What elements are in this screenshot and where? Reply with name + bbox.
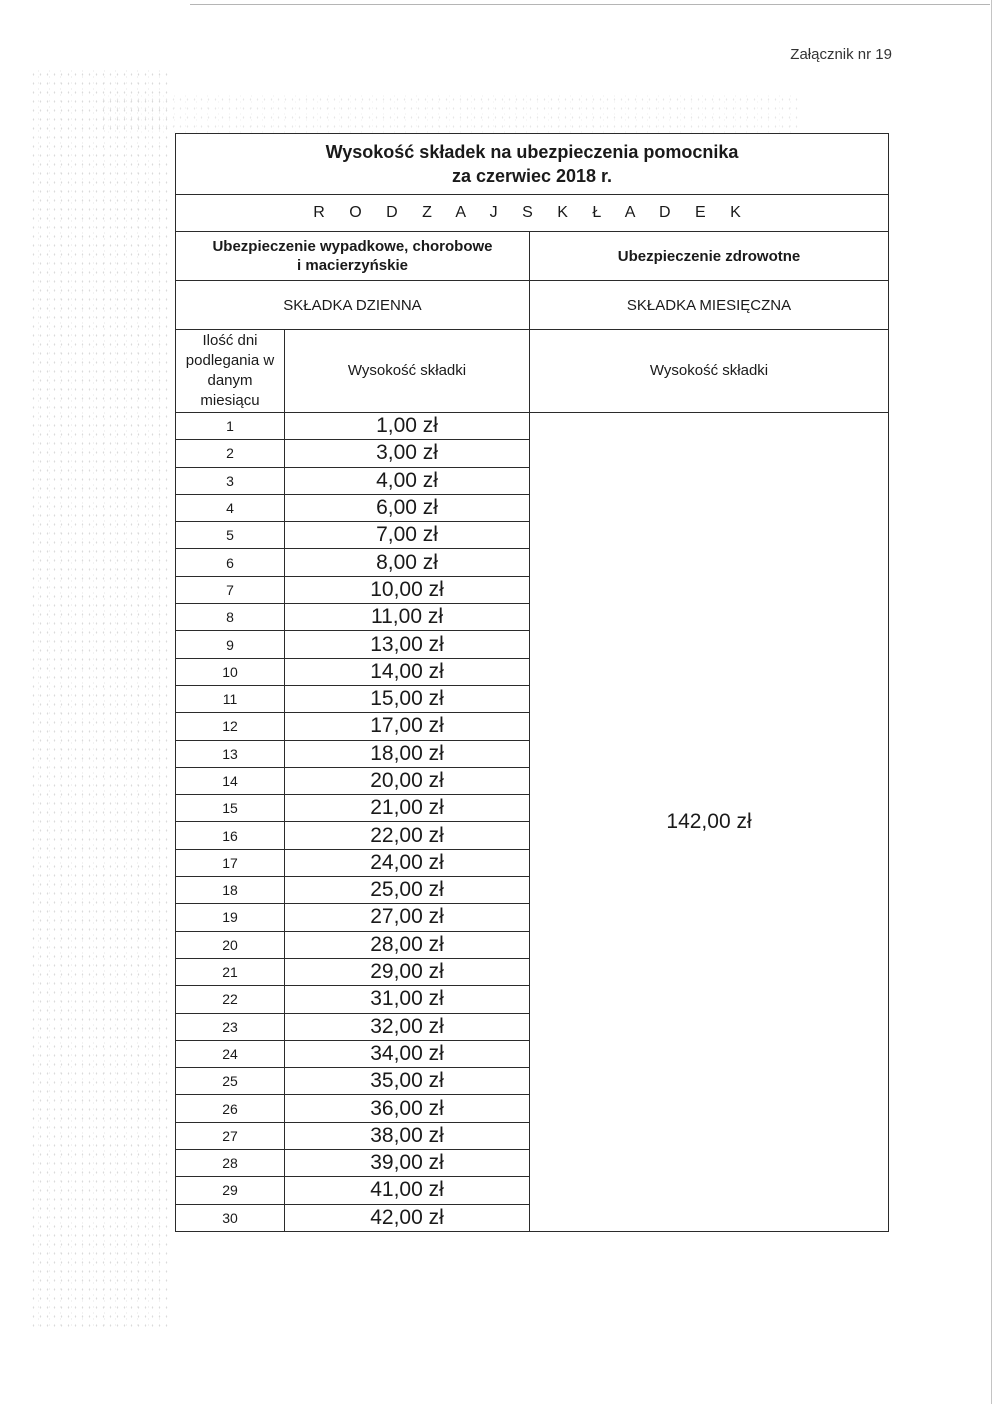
insurance-health: Ubezpieczenie zdrowotne [530,232,889,281]
monthly-amount-column-header: Wysokość składki [530,330,889,413]
days-count-cell: 7 [176,576,285,603]
column-header-row [176,330,889,413]
days-count-cell: 14 [176,767,285,794]
daily-amount-cell: 6,00 zł [285,494,530,521]
daily-amount-cell: 15,00 zł [285,685,530,712]
insurance-left-line-2: i macierzyńskie [297,257,408,274]
days-count-cell: 26 [176,1095,285,1122]
frequency-row [176,281,889,330]
title-line-2: za czerwiec 2018 r. [451,166,613,186]
frequency-daily: SKŁADKA DZIENNA [176,281,530,330]
daily-amount-cell: 4,00 zł [285,467,530,494]
insurance-left-line-1: Ubezpieczenie wypadkowe, chorobowe [212,238,493,255]
days-count-cell: 23 [176,1013,285,1040]
kind-header: R O D Z A J S K Ł A D E K [176,195,889,232]
days-count-cell: 25 [176,1068,285,1095]
daily-amount-cell: 18,00 zł [285,740,530,767]
days-count-cell: 28 [176,1150,285,1177]
days-count-cell: 29 [176,1177,285,1204]
days-count-cell: 12 [176,713,285,740]
days-count-cell: 2 [176,440,285,467]
daily-amount-cell: 25,00 zł [285,877,530,904]
monthly-amount-cell: 142,00 zł [530,413,889,1232]
days-column-header: Ilość dni podlegania w danym miesiącu [176,330,285,413]
days-count-cell: 11 [176,685,285,712]
daily-amount-cell: 38,00 zł [285,1122,530,1149]
table-row [176,413,889,440]
days-count-cell: 13 [176,740,285,767]
daily-amount-cell: 24,00 zł [285,849,530,876]
daily-amount-cell: 27,00 zł [285,904,530,931]
daily-amount-cell: 11,00 zł [285,604,530,631]
daily-amount-cell: 31,00 zł [285,986,530,1013]
scan-noise-top [100,95,800,133]
daily-amount-cell: 8,00 zł [285,549,530,576]
daily-amount-cell: 29,00 zł [285,958,530,985]
days-count-cell: 30 [176,1204,285,1231]
frequency-monthly: SKŁADKA MIESIĘCZNA [530,281,889,330]
kind-row [176,195,889,232]
daily-amount-cell: 20,00 zł [285,767,530,794]
daily-amount-column-header: Wysokość składki [285,330,530,413]
daily-amount-cell: 35,00 zł [285,1068,530,1095]
daily-amount-cell: 17,00 zł [285,713,530,740]
days-count-cell: 18 [176,877,285,904]
contribution-table [175,133,889,1232]
scan-edge-top [190,4,990,5]
daily-amount-cell: 34,00 zł [285,1040,530,1067]
daily-amount-cell: 14,00 zł [285,658,530,685]
days-count-cell: 24 [176,1040,285,1067]
days-count-cell: 17 [176,849,285,876]
days-count-cell: 8 [176,604,285,631]
daily-amount-cell: 3,00 zł [285,440,530,467]
days-count-cell: 1 [176,413,285,440]
daily-amount-cell: 22,00 zł [285,822,530,849]
days-count-cell: 27 [176,1122,285,1149]
daily-amount-cell: 42,00 zł [285,1204,530,1231]
daily-amount-cell: 21,00 zł [285,795,530,822]
days-count-cell: 4 [176,494,285,521]
title-line-1: Wysokość składek na ubezpieczenia pomocnika [325,142,739,162]
daily-amount-cell: 32,00 zł [285,1013,530,1040]
days-count-cell: 19 [176,904,285,931]
days-count-cell: 15 [176,795,285,822]
daily-amount-cell: 10,00 zł [285,576,530,603]
daily-amount-cell: 1,00 zł [285,413,530,440]
daily-amount-cell: 28,00 zł [285,931,530,958]
insurance-accident-sickness-maternity [176,232,530,281]
days-count-cell: 16 [176,822,285,849]
title-row [176,134,889,195]
days-count-cell: 9 [176,631,285,658]
scan-noise-left [30,70,170,1330]
scan-edge-right [991,0,992,1404]
annex-label: Załącznik nr 19 [790,46,892,63]
daily-amount-cell: 13,00 zł [285,631,530,658]
days-count-cell: 6 [176,549,285,576]
days-count-cell: 10 [176,658,285,685]
days-count-cell: 5 [176,522,285,549]
days-count-cell: 22 [176,986,285,1013]
daily-amount-cell: 36,00 zł [285,1095,530,1122]
daily-amount-cell: 7,00 zł [285,522,530,549]
days-count-cell: 20 [176,931,285,958]
insurance-row [176,232,889,281]
days-count-cell: 3 [176,467,285,494]
daily-amount-cell: 41,00 zł [285,1177,530,1204]
table-title [176,134,889,195]
days-count-cell: 21 [176,958,285,985]
daily-amount-cell: 39,00 zł [285,1150,530,1177]
